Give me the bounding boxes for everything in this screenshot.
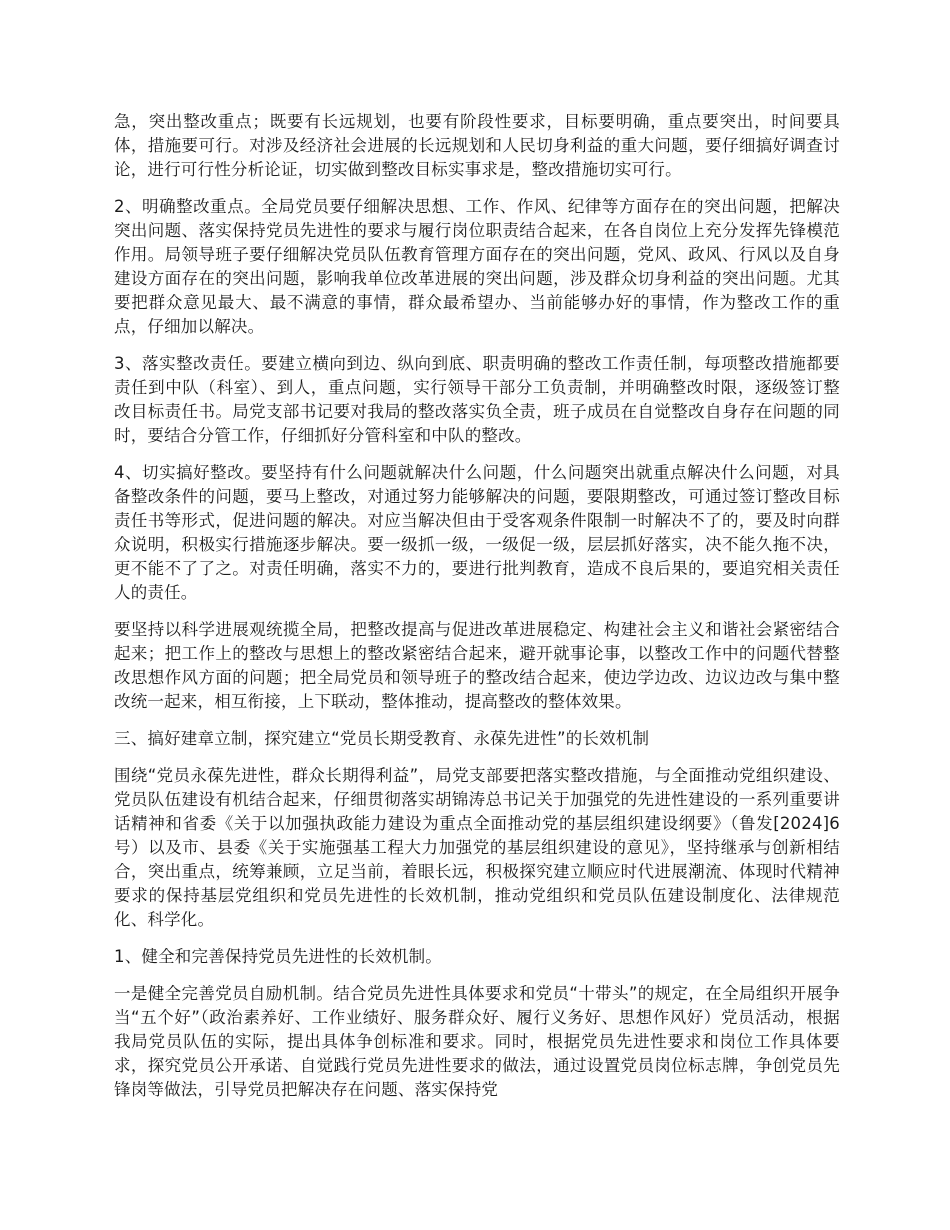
paragraph-continuation: 急，突出整改重点；既要有长远规划，也要有阶段性要求，目标要明确，重点要突出，时间要具体，措施要可行。对涉及经济社会进展的长远规划和人民切身利益的重大问题，要仔细搞好调查讨论，进行可行性分析论证，切实做到整改目标实事求是，整改措施切实可行。 (114, 112, 840, 179)
subheading-item-1: 1、健全和完善保持党员先进性的长效机制。 (114, 947, 442, 966)
paragraph-item-3: 3、落实整改责任。要建立横向到边、纵向到底、职责明确的整改工作责任制，每项整改措施都要责任到中队（科室）、到人，重点问题，实行领导干部分工负责制，并明确整改时限，逐级签订整改目标责任书。局党支部书记要对我局的整改落实负全责，班子成员在自觉整改自身存在问题的同时，要结合分管工作，仔细抓好分管科室和中队的整改。 (114, 354, 840, 445)
paragraph-self-motivation: 一是健全完善党员自励机制。结合党员先进性具体要求和党员“十带头”的规定，在全局组织开展争当“五个好”（政治素养好、工作业绩好、服务群众好、履行义务好、思想作风好）党员活动，根据我局党员队伍的实际，提出具体争创标准和要求。同时，根据党员先进性要求和岗位工作具体要求，探究党员公开承诺、自觉践行党员先进性要求的做法，通过设置党员岗位标志牌，争创党员先锋岗等做法，引导党员把解决存在问题、落实保持党 (114, 984, 840, 1099)
section-heading-3: 三、搞好建章立制，探究建立“党员长期受教育、永葆先进性”的长效机制 (114, 729, 650, 748)
paragraph-item-4: 4、切实搞好整改。要坚持有什么问题就解决什么问题，什么问题突出就重点解决什么问题，对具备整改条件的问题，要马上整改，对通过努力能够解决的问题，要限期整改，可通过签订整改目标责任书等形式，促进问题的解决。对应当解决但由于受客观条件限制一时解决不了的，要及时向群众说明，积极实行措施逐步解决。要一级抓一级，一级促一级，层层抓好落实，决不能久拖不决，更不能不了了之。对责任明确，落实不力的，要进行批判教育，造成不良后果的，要追究相关责任人的责任。 (114, 463, 840, 602)
paragraph-section-3-intro: 围绕“党员永葆先进性，群众长期得利益”，局党支部要把落实整改措施，与全面推动党组织建设、党员队伍建设有机结合起来，仔细贯彻落实胡锦涛总书记关于加强党的先进性建设的一系列重要讲话精神和省委《关于以加强执政能力建设为重点全面推动党的基层组织建设纲要》（鲁发[2024]6 号）以及市、县委《关于实施强基工程大力加强党的基层组织建设的意见》，坚持继承与创新相结合，突出重点，统筹兼顾，立足当前，着眼长远，积极探究建立顺应时代进展潮流、体现时代精神要求的保持基层党组织和党员先进性的长效机制，推动党组织和党员队伍建设制度化、法律规范化、科学化。 (114, 766, 840, 929)
paragraph-summary: 要坚持以科学进展观统揽全局，把整改提高与促进改革进展稳定、构建社会主义和谐社会紧密结合起来；把工作上的整改与思想上的整改紧密结合起来，避开就事论事，以整改工作中的问题代替整改思想作风方面的问题；把全局党员和领导班子的整改结合起来，使边学边改、边议边改与集中整改统一起来，相互衔接，上下联动，整体推动，提高整改的整体效果。 (114, 620, 840, 711)
document-body (114, 110, 840, 1115)
paragraph-item-2: 2、明确整改重点。全局党员要仔细解决思想、工作、作风、纪律等方面存在的突出问题，把解决突出问题、落实保持党员先进性的要求与履行岗位职责结合起来，在各自岗位上充分发挥先锋模范作用。局领导班子要仔细解决党员队伍教育管理方面存在的突出问题，党风、政风、行风以及自身建设方面存在的突出问题，影响我单位改革进展的突出问题，涉及群众切身利益的突出问题。尤其要把群众意见最大、最不满意的事情，群众最希望办、当前能够办好的事情，作为整改工作的重点，仔细加以解决。 (114, 197, 840, 336)
